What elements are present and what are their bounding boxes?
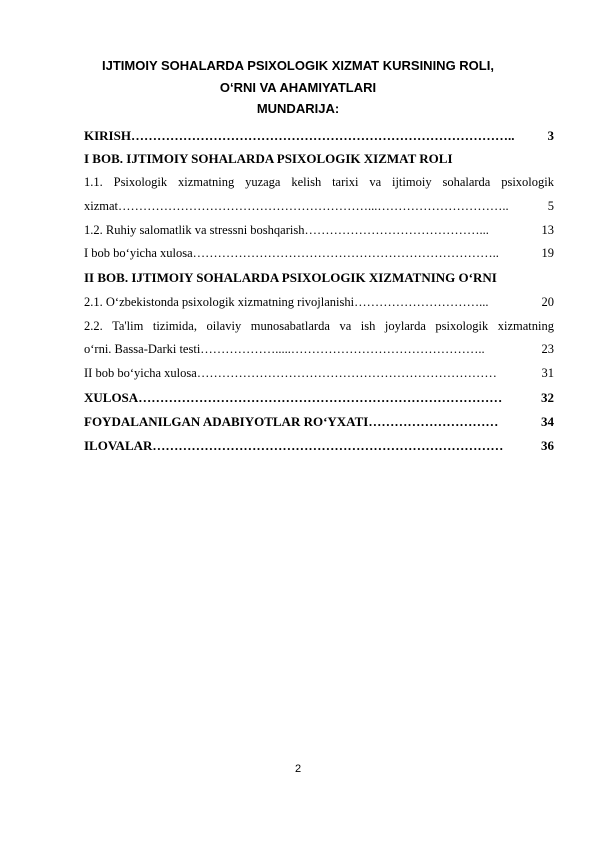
title-line-2: O‘RNI VA AHAMIYATLARI <box>219 80 377 95</box>
toc-entry-text: KIRISH <box>84 128 131 143</box>
toc-page-number: 32 <box>541 390 554 405</box>
toc-entry-text: 1.2. Ruhiy salomatlik va stressni boshqarish <box>84 223 305 237</box>
toc-page-number: 20 <box>541 295 554 309</box>
toc-page-number: 23 <box>541 342 554 356</box>
toc-page-number: 36 <box>541 438 554 453</box>
toc-page-number: 3 <box>547 128 554 143</box>
page-number: 2 <box>294 763 302 775</box>
toc-leader-dots: ……………………………………... <box>304 223 489 237</box>
toc-entry-bob2-xulosa[interactable] <box>84 366 554 381</box>
toc-entry-1-2[interactable] <box>84 223 554 238</box>
toc-leader-dots: ……………………………………………………………… <box>196 366 497 380</box>
toc-entry-text: FOYDALANILGAN ADABIYOTLAR RO‘YXATI <box>84 414 369 429</box>
toc-entry-bob1[interactable]: I BOB. IJTIMOIY SOHALARDA PSIXOLOGIK XIZMAT ROLI <box>84 151 453 166</box>
toc-entry-text: xizmat <box>84 199 119 213</box>
toc-page-number: 34 <box>541 414 554 429</box>
toc-entry-bob2[interactable]: II BOB. IJTIMOIY SOHALARDA PSIXOLOGIK XIZMATNING O‘RNI <box>84 270 497 285</box>
toc-page-number: 19 <box>541 246 554 260</box>
toc-entry-text: ILOVALAR <box>84 438 153 453</box>
toc-leader-dots: ………………………………………………………………………… <box>138 390 503 405</box>
toc-entry-2-1[interactable] <box>84 295 554 310</box>
toc-entry-text: o‘rni. Bassa-Darki testi <box>84 342 201 356</box>
toc-entry-1-1-line1[interactable]: 1.1. Psixologik xizmatning yuzaga kelish tarixi va ijtimoiy sohalarda psixologik <box>84 175 554 189</box>
toc-entry-bob1-xulosa[interactable] <box>84 246 554 261</box>
toc-heading: MUNDARIJA: <box>256 101 340 116</box>
toc-entry-adabiyotlar[interactable] <box>84 414 554 430</box>
toc-leader-dots: ……………….....……………………………………….. <box>200 342 485 356</box>
toc-entry-text: XULOSA <box>84 390 139 405</box>
toc-page-number: 13 <box>541 223 554 237</box>
toc-page-number: 5 <box>547 199 554 213</box>
title-line-1: IJTIMOIY SOHALARDA PSIXOLOGIK XIZMAT KURSINING ROLI, <box>102 58 494 73</box>
toc-entry-text: 2.1. O‘zbekistonda psixologik xizmatning rivojlanishi <box>84 295 355 309</box>
toc-entry-xulosa[interactable] <box>84 390 554 406</box>
toc-leader-dots: ……………………………………………………………………… <box>152 438 504 453</box>
toc-entry-ilovalar[interactable] <box>84 438 554 454</box>
toc-entry-2-2[interactable] <box>84 342 554 357</box>
toc-entry-kirish[interactable] <box>84 128 554 144</box>
toc-page-number: 31 <box>541 366 554 380</box>
toc-leader-dots: ……………………………………………………...………………………….. <box>118 199 509 213</box>
toc-entry-text: I bob bo‘yicha xulosa <box>84 246 193 260</box>
toc-entry-2-2-line1[interactable]: 2.2. Ta'lim tizimida, oilaviy munosabatlarda va ish joylarda psixologik xizmatning <box>84 319 554 333</box>
toc-entry-1-1[interactable] <box>84 199 554 214</box>
toc-leader-dots: …………………………………………………………………………….. <box>130 128 515 143</box>
toc-leader-dots: …………………………... <box>354 295 489 309</box>
toc-entry-text: II bob bo‘yicha xulosa <box>84 366 197 380</box>
toc-leader-dots: ………………………… <box>368 414 499 429</box>
toc-leader-dots: ……………………………………………………………….. <box>192 246 499 260</box>
